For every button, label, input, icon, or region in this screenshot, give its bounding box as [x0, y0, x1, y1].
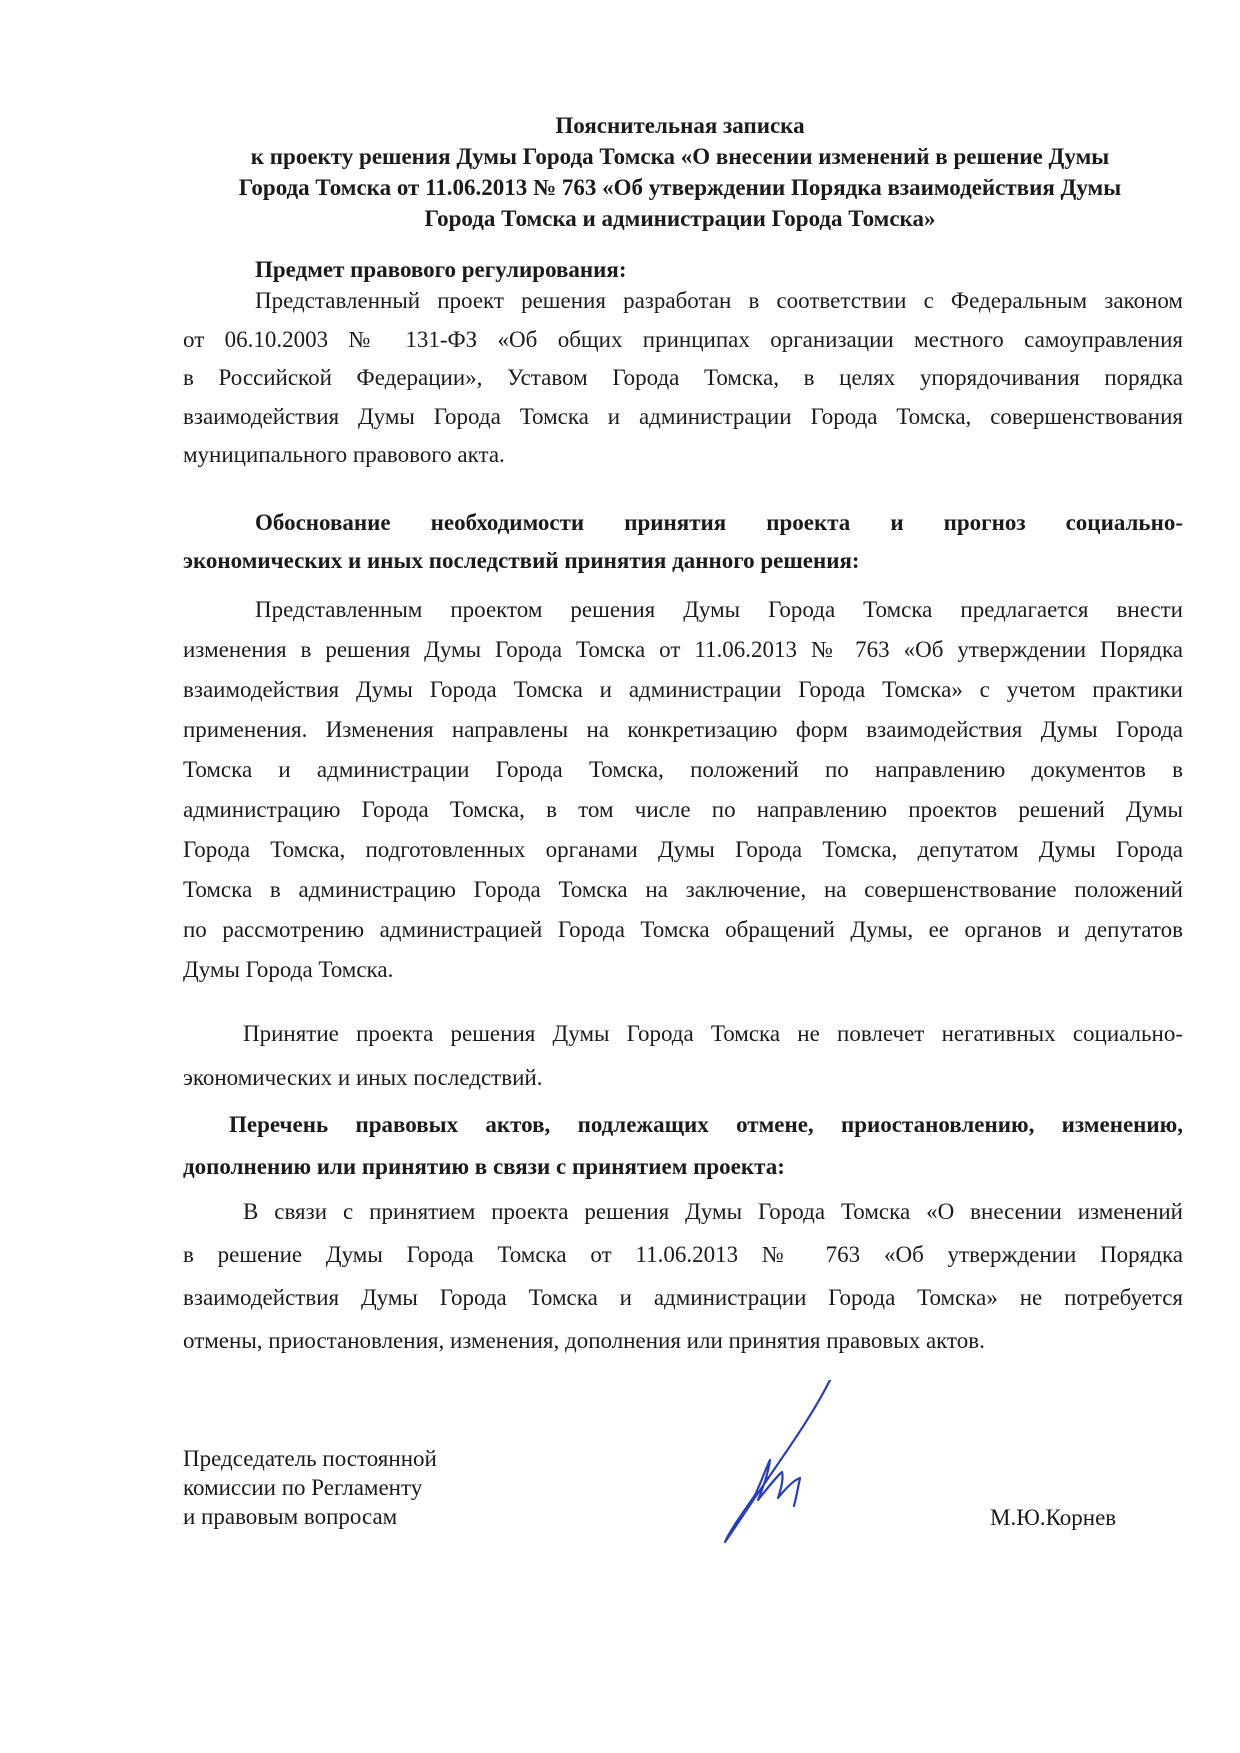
paragraph-line: экономических и иных последствий.	[183, 1065, 543, 1090]
heading-line: Обоснование необходимости принятия проекта и прогноз социально-	[255, 510, 1183, 535]
paragraph-line: Томска и администрации Города Томска, положений по направлению документов в	[183, 757, 1183, 782]
paragraph-line: применения. Изменения направлены на конкретизацию форм взаимодействия Думы Города	[183, 717, 1183, 742]
title-line: Города Томска и администрации Города Томска»	[424, 206, 936, 231]
paragraph-line: Томска в администрацию Города Томска на заключение, на совершенствование положений	[183, 877, 1183, 902]
title-line: к проекту решения Думы Города Томска «О внесении изменений в решение Думы	[250, 144, 1110, 169]
position-line: комиссии по Регламенту	[183, 1475, 423, 1500]
heading-line: дополнению или принятию в связи с принятием проекта:	[183, 1154, 785, 1179]
paragraph-line: Представленным проектом решения Думы Города Томска предлагается внести	[255, 597, 1183, 622]
signature-stroke	[725, 1380, 830, 1542]
section-heading-acts-list	[183, 1104, 1183, 1188]
section-heading-subject: Предмет правового регулирования:	[255, 257, 627, 282]
section-heading-rationale	[183, 504, 1183, 580]
paragraph-line: в Российской Федерации», Уставом Города Томска, в целях упорядочивания порядка	[183, 365, 1183, 390]
paragraph-line: В связи с принятием проекта решения Думы Города Томска «О внесении изменений	[243, 1199, 1183, 1224]
section-paragraph-rationale	[183, 590, 1183, 990]
document-title	[180, 110, 1180, 234]
paragraph-line: Города Томска, подготовленных органами Думы Города Томска, депутатом Думы Города	[183, 837, 1183, 862]
paragraph-line: отмены, приостановления, изменения, дополнения или принятия правовых актов.	[183, 1328, 985, 1353]
paragraph-line: муниципального правового акта.	[183, 442, 505, 467]
title-line: Пояснительная записка	[555, 113, 805, 138]
paragraph-line: администрацию Города Томска, в том числе по направлению проектов решений Думы	[183, 797, 1183, 822]
title-line: Города Томска от 11.06.2013 № 763 «Об утверждении Порядка взаимодействия Думы	[238, 175, 1122, 200]
section-paragraph-acts-list	[183, 1190, 1183, 1362]
paragraph-line: Представленный проект решения разработан в соответствии с Федеральным законом	[255, 288, 1183, 313]
heading-line: Перечень правовых актов, подлежащих отмене, приостановлению, изменению,	[229, 1112, 1183, 1137]
paragraph-line: по рассмотрению администрацией Города Томска обращений Думы, ее органов и депутатов	[183, 917, 1183, 942]
signatory-name: М.Ю.Корнев	[990, 1505, 1117, 1530]
paragraph-line: взаимодействия Думы Города Томска и администрации Города Томска» с учетом практики	[183, 677, 1183, 702]
paragraph-line: от 06.10.2003 № 131-ФЗ «Об общих принципах организации местного самоуправления	[183, 326, 1183, 352]
section-paragraph-consequences	[183, 1012, 1183, 1100]
paragraph-line: взаимодействия Думы Города Томска и администрации Города Томска» не потребуется	[183, 1285, 1183, 1310]
signatory-position	[183, 1444, 437, 1531]
paragraph-line: в решение Думы Города Томска от 11.06.2013 № 763 «Об утверждении Порядка	[183, 1242, 1183, 1267]
section-paragraph-subject	[183, 282, 1183, 475]
paragraph-line: Принятие проекта решения Думы Города Томска не повлечет негативных социально-	[243, 1021, 1183, 1046]
paragraph-line: Думы Города Томска.	[183, 957, 394, 982]
paragraph-line: изменения в решения Думы Города Томска от 11.06.2013 № 763 «Об утверждении Порядка	[183, 637, 1183, 662]
position-line: и правовым вопросам	[183, 1504, 398, 1529]
paragraph-line: взаимодействия Думы Города Томска и администрации Города Томска, совершенствования	[183, 403, 1183, 429]
handwritten-signature	[700, 1380, 870, 1550]
position-line: Председатель постоянной	[183, 1446, 437, 1471]
heading-line: экономических и иных последствий принятия данного решения:	[183, 548, 860, 573]
